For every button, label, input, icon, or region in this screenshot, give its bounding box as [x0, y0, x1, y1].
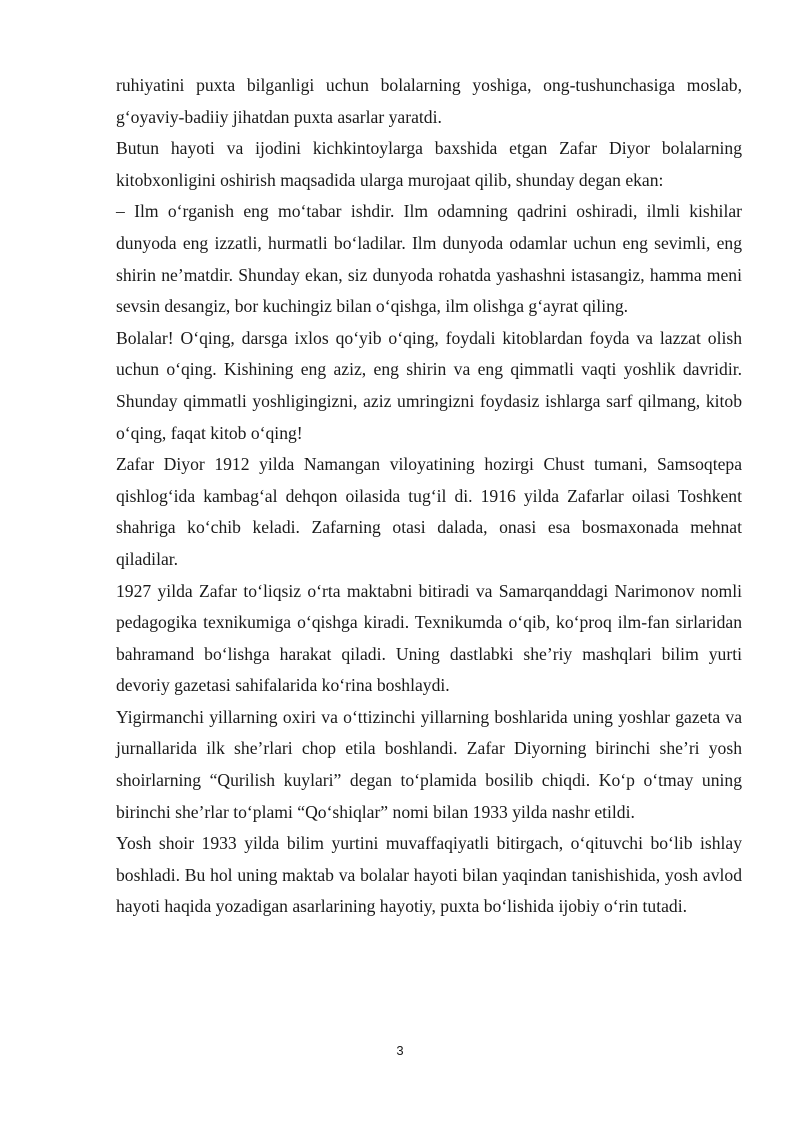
- paragraph: Bolalar! O‘qing, darsga ixlos qo‘yib o‘qing, foydali kitoblardan foyda va lazzat olish uchun o‘qing. Kishining eng aziz, eng shirin va eng qimmatli vaqti yoshlik davridir. Shunday qimmatli yoshligingizni, aziz umringizni foydasiz ishlarga sarf qilmang, kitob o‘qing, faqat kitob o‘qing!: [116, 327, 742, 443]
- paragraph: Yosh shoir 1933 yilda bilim yurtini muvaffaqiyatli bitirgach, o‘qituvchi bo‘lib ishlay boshladi. Bu hol uning maktab va bolalar hayoti bilan yaqindan tanishishida, yosh avlod hayoti haqida yozadigan asarlarining hayotiy, puxta bo‘lishida ijobiy o‘rin tutadi.: [116, 833, 742, 917]
- paragraph: Yigirmanchi yillarning oxiri va o‘ttizinchi yillarning boshlarida uning yoshlar gazeta va jurnallarida ilk she’rlari chop etila boshlandi. Zafar Diyorning birinchi she’ri yosh shoirlarning “Qurilish kuylari” degan to‘plamida bosilib chiqdi. Ko‘p o‘tmay uning birinchi she’rlar to‘plami “Qo‘shiqlar” nomi bilan 1933 yilda nashr etildi.: [116, 706, 742, 822]
- paragraph: ruhiyatini puxta bilganligi uchun bolalarning yoshiga, ong-tushunchasiga moslab, g‘oyaviy-badiiy jihatdan puxta asarlar yaratdi.: [116, 75, 742, 127]
- paragraph: 1927 yilda Zafar to‘liqsiz o‘rta maktabni bitiradi va Samarqanddagi Narimonov nomli pedagogika texnikumiga o‘qishga kiradi. Texnikumda o‘qib, ko‘proq ilm-fan sirlaridan bahramand bo‘lishga harakat qiladi. Uning dastlabki she’riy mashqlari bilim yurti devoriy gazetasi sahifalarida ko‘rina boshlaydi.: [116, 580, 742, 696]
- paragraph: Butun hayoti va ijodini kichkintoylarga baxshida etgan Zafar Diyor bolalarning kitobxonligini oshirish maqsadida ularga murojaat qilib, shunday degan ekan:: [116, 138, 742, 190]
- page-number: 3: [396, 1043, 404, 1058]
- document-body: [116, 70, 742, 923]
- paragraph: – Ilm o‘rganish eng mo‘tabar ishdir. Ilm odamning qadrini oshiradi, ilmli kishilar dunyoda eng izzatli, hurmatli bo‘ladilar. Ilm dunyoda odamlar uchun eng sevimli, eng shirin ne’matdir. Shunday ekan, siz dunyoda rohatda yashashni istasangiz, hamma meni sevsin desangiz, bor kuchingiz bilan o‘qishga, ilm olishga g‘ayrat qiling.: [116, 201, 742, 317]
- paragraph: Zafar Diyor 1912 yilda Namangan viloyatining hozirgi Chust tumani, Samsoqtepa qishlog‘ida kambag‘al dehqon oilasida tug‘il di. 1916 yilda Zafarlar oilasi Toshkent shahriga ko‘chib keladi. Zafarning otasi dalada, onasi esa bosmaxonada mehnat qiladilar.: [116, 454, 742, 569]
